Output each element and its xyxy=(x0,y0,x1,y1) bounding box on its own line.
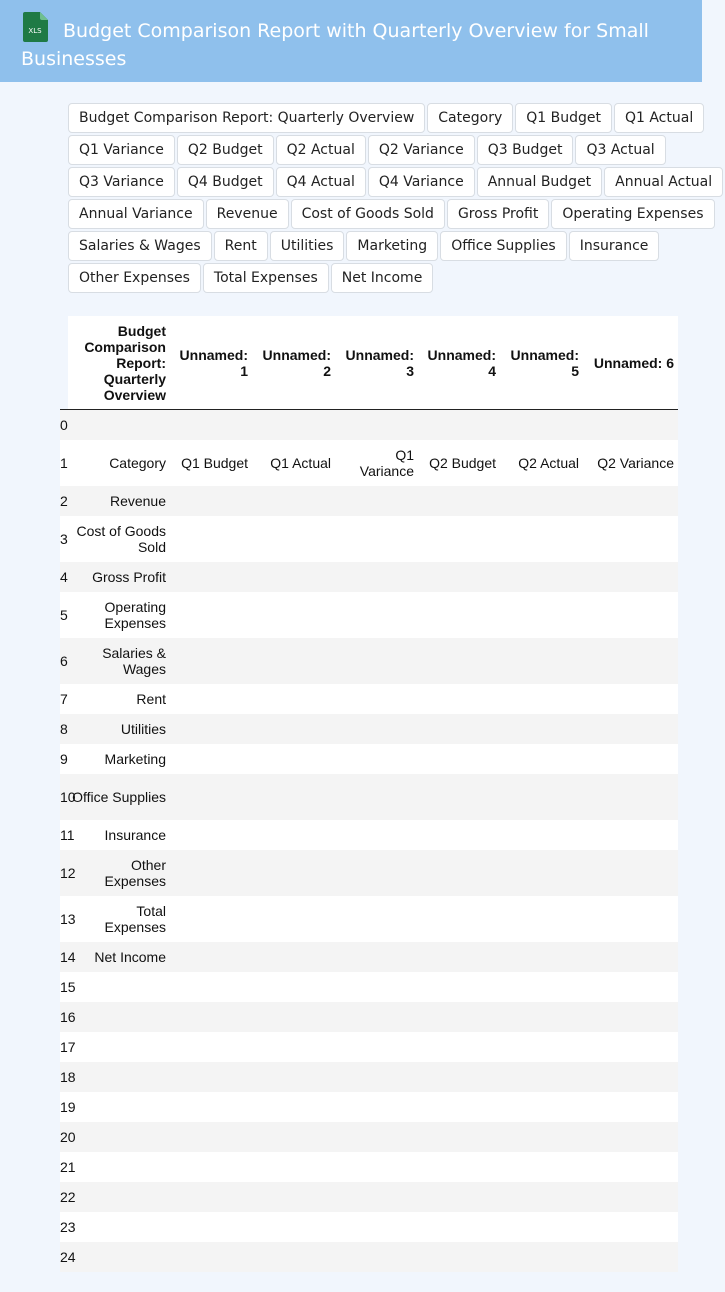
table-cell xyxy=(583,684,678,714)
row-index: 19 xyxy=(60,1098,76,1115)
table-cell xyxy=(500,486,583,516)
row-index: 14 xyxy=(60,948,76,965)
table-cell xyxy=(252,1212,335,1242)
table-cell xyxy=(418,1242,500,1272)
table-row xyxy=(60,820,678,850)
table-cell xyxy=(335,1002,418,1032)
table-cell xyxy=(500,562,583,592)
table-cell xyxy=(335,562,418,592)
table-cell xyxy=(500,774,583,820)
table-header-row xyxy=(60,316,678,410)
table-row xyxy=(60,1242,678,1272)
table-row xyxy=(60,1092,678,1122)
table-cell xyxy=(500,1062,583,1092)
table-cell xyxy=(418,516,500,562)
table-cell xyxy=(170,638,252,684)
table-cell xyxy=(170,774,252,820)
table-cell xyxy=(252,1062,335,1092)
column-chip[interactable]: Total Expenses xyxy=(203,263,329,293)
table-cell xyxy=(335,1212,418,1242)
table-cell xyxy=(68,1212,170,1242)
table-cell xyxy=(170,714,252,744)
table-cell xyxy=(500,972,583,1002)
table-cell xyxy=(252,942,335,972)
row-index: 10 xyxy=(60,788,76,805)
table-cell xyxy=(170,592,252,638)
column-header: Unnamed: 5 xyxy=(500,316,583,410)
column-chip[interactable]: Annual Budget xyxy=(477,167,602,197)
column-header: Unnamed: 2 xyxy=(252,316,335,410)
table-cell xyxy=(335,486,418,516)
row-index: 0 xyxy=(60,416,68,433)
table-cell xyxy=(68,1092,170,1122)
table-cell xyxy=(335,820,418,850)
table-cell xyxy=(252,638,335,684)
column-chip[interactable]: Revenue xyxy=(206,199,289,229)
row-index: 18 xyxy=(60,1068,76,1085)
column-chip[interactable]: Q4 Variance xyxy=(368,167,475,197)
column-chip[interactable]: Net Income xyxy=(331,263,434,293)
table-cell: Other Expenses xyxy=(104,856,166,889)
table-cell xyxy=(252,1032,335,1062)
table-row xyxy=(60,1032,678,1062)
table-row xyxy=(60,1182,678,1212)
chip-row xyxy=(68,263,700,295)
column-header: Unnamed: 4 xyxy=(418,316,500,410)
table-row xyxy=(60,714,678,744)
row-index: 7 xyxy=(60,690,68,707)
table-cell: Salaries & Wages xyxy=(102,644,166,677)
column-chip[interactable]: Q4 Budget xyxy=(177,167,274,197)
table-cell xyxy=(583,638,678,684)
table-cell xyxy=(418,744,500,774)
table-cell xyxy=(418,1032,500,1062)
table-cell xyxy=(170,1122,252,1152)
table-cell xyxy=(500,850,583,896)
chip-row xyxy=(68,199,704,231)
table-cell xyxy=(335,744,418,774)
table-cell: Total Expenses xyxy=(104,902,166,935)
column-chip[interactable]: Q3 Variance xyxy=(68,167,175,197)
row-index: 21 xyxy=(60,1158,76,1175)
table-cell xyxy=(335,1242,418,1272)
table-cell xyxy=(68,1152,170,1182)
row-index: 3 xyxy=(60,530,68,547)
table-cell xyxy=(500,1182,583,1212)
table-cell xyxy=(583,1182,678,1212)
table-cell xyxy=(335,714,418,744)
xls-file-icon xyxy=(21,12,49,42)
column-chip[interactable]: Other Expenses xyxy=(68,263,201,293)
table-cell xyxy=(583,410,678,440)
table-cell xyxy=(583,1242,678,1272)
row-index: 9 xyxy=(60,750,68,767)
table-cell xyxy=(335,1062,418,1092)
table-cell xyxy=(170,562,252,592)
table-cell xyxy=(252,516,335,562)
table-cell xyxy=(170,820,252,850)
table-cell xyxy=(418,638,500,684)
table-cell xyxy=(418,1152,500,1182)
row-index: 2 xyxy=(60,492,68,509)
table-cell xyxy=(583,972,678,1002)
row-index: 23 xyxy=(60,1218,76,1235)
table-cell xyxy=(583,1092,678,1122)
table-cell xyxy=(252,410,335,440)
table-row xyxy=(60,744,678,774)
table-cell xyxy=(583,592,678,638)
chip-row xyxy=(68,135,700,167)
column-chip[interactable]: Annual Actual xyxy=(604,167,723,197)
table-row xyxy=(60,410,678,440)
row-index: 1 xyxy=(60,454,68,471)
table-cell xyxy=(170,1062,252,1092)
table-cell xyxy=(170,1092,252,1122)
table-cell: Q1 Variance xyxy=(359,446,414,479)
column-chip[interactable]: Q2 Budget xyxy=(177,135,274,165)
table-cell xyxy=(583,1062,678,1092)
table-cell: Net Income xyxy=(94,948,166,965)
column-chip[interactable]: Marketing xyxy=(346,231,438,261)
table-cell: Utilities xyxy=(120,720,166,737)
table-row xyxy=(60,850,678,896)
table-cell xyxy=(500,714,583,744)
row-index: 15 xyxy=(60,978,76,995)
table-cell xyxy=(170,744,252,774)
table-cell xyxy=(583,820,678,850)
table-cell xyxy=(252,774,335,820)
table-cell: Q2 Actual xyxy=(518,454,579,471)
table-cell xyxy=(170,684,252,714)
data-table xyxy=(60,316,678,1272)
table-cell xyxy=(418,1092,500,1122)
column-chip[interactable]: Budget Comparison Report: Quarterly Overview xyxy=(68,103,425,133)
table-cell xyxy=(500,1092,583,1122)
column-chip[interactable]: Q3 Actual xyxy=(575,135,665,165)
table-cell xyxy=(252,684,335,714)
table-row xyxy=(60,942,678,972)
chip-row xyxy=(68,167,713,199)
table-cell xyxy=(418,1122,500,1152)
table-cell xyxy=(418,684,500,714)
table-cell xyxy=(335,1122,418,1152)
column-header: Unnamed: 1 xyxy=(170,316,252,410)
table-cell: Q2 Variance xyxy=(597,454,674,471)
table-cell xyxy=(335,1182,418,1212)
table-cell xyxy=(418,820,500,850)
row-index: 6 xyxy=(60,652,68,669)
data-table-container[interactable] xyxy=(60,316,678,1272)
table-cell xyxy=(583,562,678,592)
table-cell xyxy=(252,972,335,1002)
table-cell xyxy=(335,638,418,684)
table-cell xyxy=(68,1032,170,1062)
table-cell xyxy=(335,1092,418,1122)
table-cell xyxy=(583,486,678,516)
table-cell xyxy=(418,896,500,942)
table-row xyxy=(60,684,678,714)
table-cell xyxy=(252,1122,335,1152)
table-cell xyxy=(418,1062,500,1092)
table-cell xyxy=(335,410,418,440)
table-cell: Q2 Budget xyxy=(429,454,496,471)
table-cell xyxy=(418,1182,500,1212)
table-cell: Category xyxy=(109,454,166,471)
table-cell xyxy=(252,1242,335,1272)
table-cell xyxy=(418,942,500,972)
svg-text:XLS: XLS xyxy=(28,27,42,35)
chip-row xyxy=(68,231,700,263)
table-cell xyxy=(252,850,335,896)
table-cell xyxy=(418,972,500,1002)
table-cell: Office Supplies xyxy=(72,788,166,805)
table-cell xyxy=(500,516,583,562)
table-cell xyxy=(500,1242,583,1272)
table-cell xyxy=(500,1002,583,1032)
table-cell xyxy=(68,1002,170,1032)
table-cell xyxy=(500,684,583,714)
table-row xyxy=(60,896,678,942)
chip-row xyxy=(68,103,700,135)
column-chip[interactable]: Operating Expenses xyxy=(551,199,714,229)
table-cell: Cost of Goods Sold xyxy=(76,522,166,555)
table-cell xyxy=(170,1212,252,1242)
table-cell xyxy=(68,1182,170,1212)
table-cell xyxy=(418,592,500,638)
table-cell xyxy=(583,896,678,942)
column-header: Unnamed: 3 xyxy=(335,316,418,410)
table-cell xyxy=(500,820,583,850)
table-row xyxy=(60,1212,678,1242)
table-cell xyxy=(170,1032,252,1062)
row-index: 8 xyxy=(60,720,68,737)
table-cell xyxy=(335,684,418,714)
table-cell: Q1 Budget xyxy=(181,454,248,471)
table-cell xyxy=(500,942,583,972)
table-cell: Rent xyxy=(136,690,166,707)
table-cell xyxy=(170,1182,252,1212)
table-cell: Revenue xyxy=(109,492,166,509)
row-index: 11 xyxy=(60,826,75,843)
table-cell xyxy=(500,638,583,684)
table-cell xyxy=(252,1002,335,1032)
table-cell xyxy=(335,850,418,896)
table-cell xyxy=(252,486,335,516)
table-cell xyxy=(500,1122,583,1152)
row-index: 17 xyxy=(60,1038,76,1055)
table-cell xyxy=(583,942,678,972)
table-cell xyxy=(252,1152,335,1182)
table-row xyxy=(60,486,678,516)
table-cell xyxy=(583,850,678,896)
table-cell xyxy=(418,850,500,896)
header-bar xyxy=(0,0,702,82)
table-cell xyxy=(68,972,170,1002)
table-cell xyxy=(252,896,335,942)
row-index: 16 xyxy=(60,1008,76,1025)
table-cell xyxy=(583,1002,678,1032)
table-cell xyxy=(583,774,678,820)
row-index: 24 xyxy=(60,1248,76,1265)
table-cell xyxy=(418,714,500,744)
table-cell xyxy=(583,516,678,562)
column-chip[interactable]: Q1 Variance xyxy=(68,135,175,165)
table-row xyxy=(60,516,678,562)
table-cell xyxy=(335,592,418,638)
column-chip[interactable]: Insurance xyxy=(569,231,660,261)
table-cell: Operating Expenses xyxy=(104,598,166,631)
table-cell xyxy=(583,1032,678,1062)
column-chip[interactable]: Category xyxy=(427,103,513,133)
column-chip[interactable]: Q3 Budget xyxy=(477,135,574,165)
table-cell xyxy=(335,896,418,942)
row-index: 20 xyxy=(60,1128,76,1145)
table-cell xyxy=(170,942,252,972)
table-cell xyxy=(170,972,252,1002)
table-cell xyxy=(500,1032,583,1062)
table-row xyxy=(60,562,678,592)
table-cell xyxy=(170,1152,252,1182)
table-row xyxy=(60,774,678,820)
table-cell xyxy=(252,562,335,592)
column-chip[interactable]: Office Supplies xyxy=(440,231,567,261)
table-cell xyxy=(500,410,583,440)
table-cell xyxy=(583,1122,678,1152)
column-header: Unnamed: 6 xyxy=(583,316,678,410)
table-row xyxy=(60,638,678,684)
table-cell xyxy=(252,1182,335,1212)
table-cell: Gross Profit xyxy=(92,568,166,585)
table-row xyxy=(60,1062,678,1092)
table-cell xyxy=(418,774,500,820)
table-cell xyxy=(252,744,335,774)
table-cell xyxy=(252,820,335,850)
table-row xyxy=(60,972,678,1002)
table-cell xyxy=(170,486,252,516)
column-chip[interactable]: Q1 Actual xyxy=(614,103,704,133)
table-cell xyxy=(583,1152,678,1182)
column-chip[interactable]: Q2 Variance xyxy=(368,135,475,165)
table-cell xyxy=(335,516,418,562)
table-cell xyxy=(252,1092,335,1122)
table-cell xyxy=(170,1002,252,1032)
table-cell xyxy=(170,410,252,440)
table-row xyxy=(60,1122,678,1152)
table-cell: Insurance xyxy=(104,826,166,843)
table-cell xyxy=(418,486,500,516)
row-index: 12 xyxy=(60,864,76,881)
column-header: Budget Comparison Report: Quarterly Overview xyxy=(68,316,170,410)
column-chip[interactable]: Annual Variance xyxy=(68,199,204,229)
table-cell xyxy=(500,896,583,942)
column-chip[interactable]: Cost of Goods Sold xyxy=(291,199,445,229)
row-index: 5 xyxy=(60,606,68,623)
column-chip[interactable]: Q1 Budget xyxy=(515,103,612,133)
table-cell xyxy=(68,1122,170,1152)
table-cell xyxy=(335,1032,418,1062)
table-cell xyxy=(170,896,252,942)
table-cell xyxy=(68,1062,170,1092)
table-cell xyxy=(335,774,418,820)
table-cell xyxy=(335,942,418,972)
table-row xyxy=(60,440,678,486)
table-cell xyxy=(418,1002,500,1032)
table-cell xyxy=(170,516,252,562)
column-chip[interactable]: Rent xyxy=(214,231,268,261)
table-row xyxy=(60,592,678,638)
table-cell xyxy=(418,410,500,440)
table-cell xyxy=(418,1212,500,1242)
page-title: Budget Comparison Report with Quarterly Overview for Small Businesses xyxy=(21,20,649,70)
table-cell xyxy=(68,410,170,440)
row-index: 13 xyxy=(60,910,76,927)
column-chip[interactable]: Q2 Actual xyxy=(276,135,366,165)
table-cell xyxy=(500,744,583,774)
table-cell xyxy=(335,1152,418,1182)
column-chip[interactable]: Gross Profit xyxy=(447,199,549,229)
table-row xyxy=(60,1152,678,1182)
table-cell xyxy=(583,744,678,774)
table-cell: Q1 Actual xyxy=(270,454,331,471)
table-cell xyxy=(252,592,335,638)
table-cell xyxy=(170,850,252,896)
table-cell xyxy=(583,714,678,744)
table-cell xyxy=(500,592,583,638)
column-chip[interactable]: Q4 Actual xyxy=(276,167,366,197)
table-cell xyxy=(170,1242,252,1272)
table-cell xyxy=(500,1212,583,1242)
column-chip[interactable]: Salaries & Wages xyxy=(68,231,212,261)
table-cell xyxy=(418,562,500,592)
index-header xyxy=(60,316,68,410)
row-index: 22 xyxy=(60,1188,76,1205)
column-chip-list xyxy=(68,103,713,295)
table-row xyxy=(60,1002,678,1032)
table-cell xyxy=(252,714,335,744)
table-cell xyxy=(500,1152,583,1182)
table-cell: Marketing xyxy=(104,750,166,767)
column-chip[interactable]: Utilities xyxy=(270,231,345,261)
table-cell xyxy=(68,1242,170,1272)
table-cell xyxy=(583,1212,678,1242)
row-index: 4 xyxy=(60,568,68,585)
table-cell xyxy=(335,972,418,1002)
